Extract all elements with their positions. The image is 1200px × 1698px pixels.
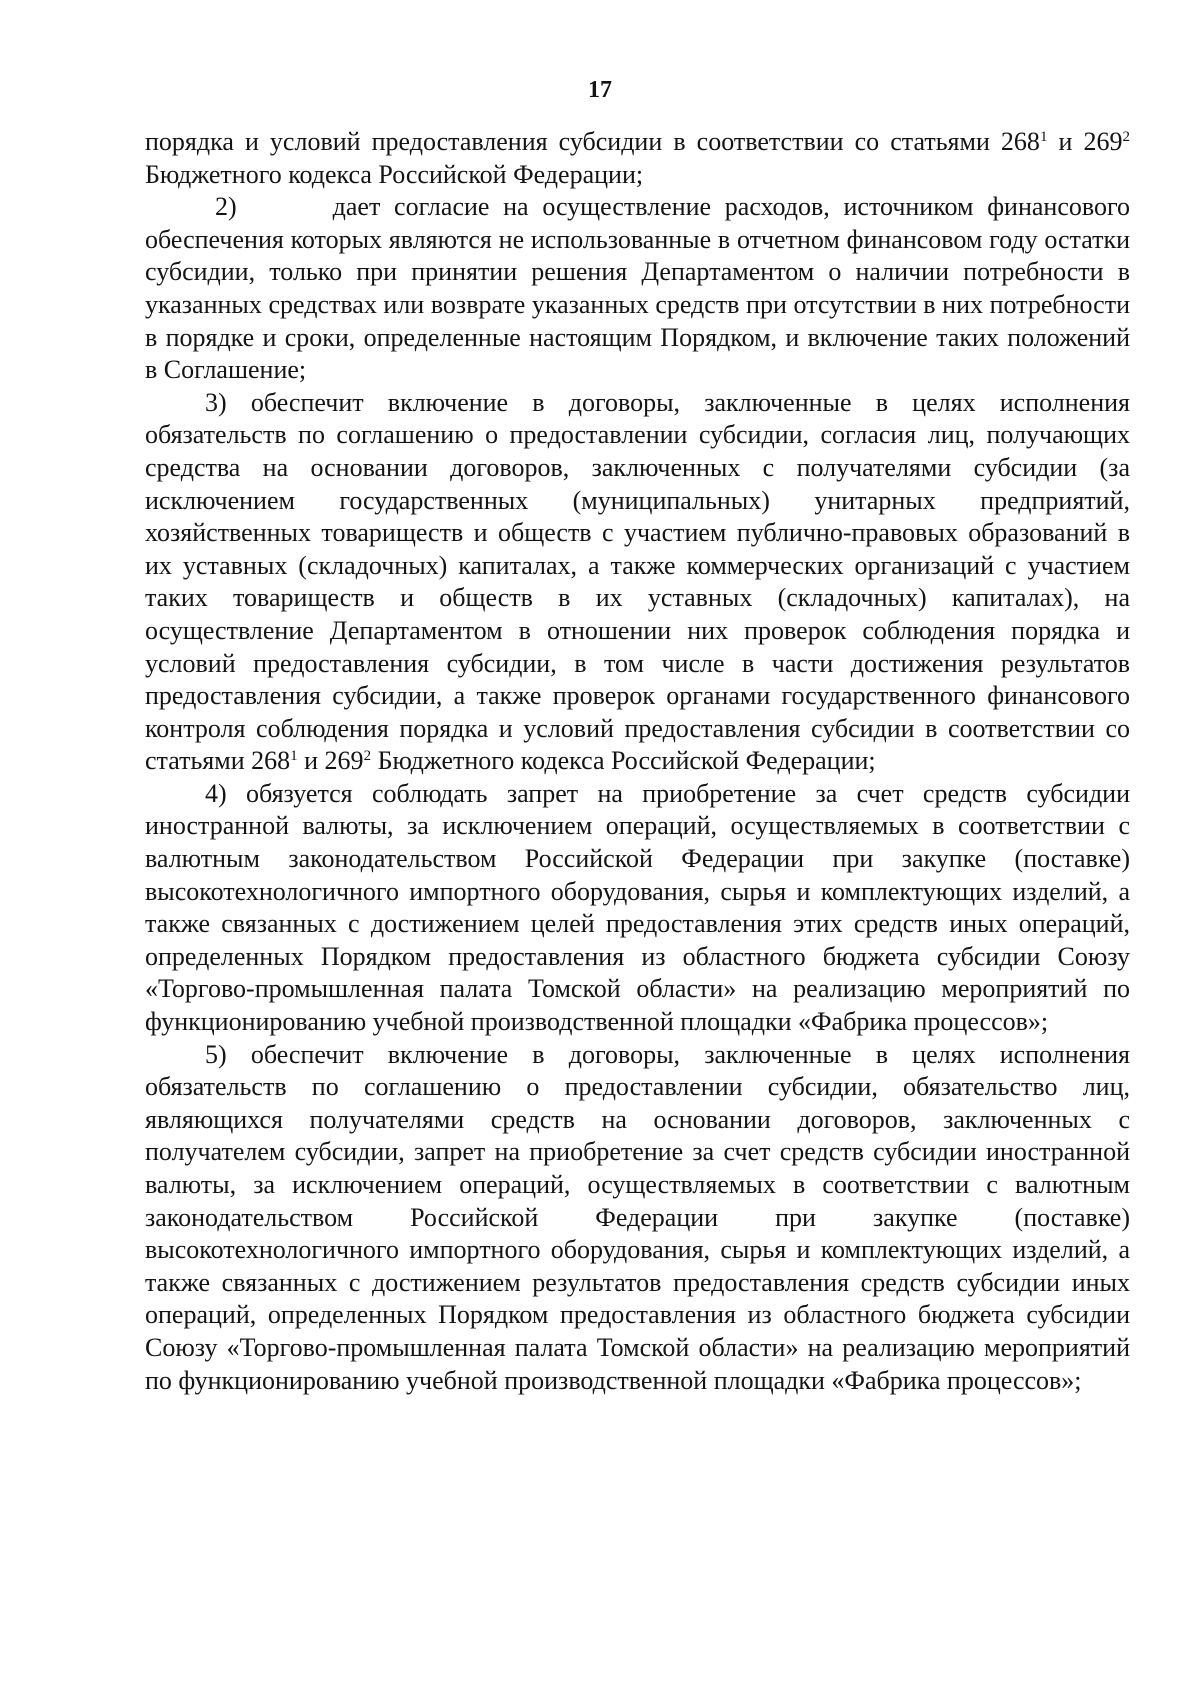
- paragraph-text: Бюджетного кодекса Российской Федерации;: [371, 746, 876, 776]
- paragraph-item-5: 5) обеспечит включение в договоры, заключенные в целях исполнения обязательств по соглашению о предоставлении субсидии, обязательство лиц, являющихся получателями средств на основании договоров, заключенных с получателем субсидии, запрет на приобретение за счет средств субсидии иностранной валюты, за исключением операций, осуществляемых в соответствии с валютным законодательством Российской Федерации при закупке (поставке) высокотехнологичного импортного оборудования, сырья и комплектующих изделий, а также связанных с достижением результатов предоставления средств субсидии иных операций, определенных Порядком предоставления из областного бюджета субсидии Союзу «Торгово-промышленная палата Томской области» на реализацию мероприятий по функционированию учебной производственной площадки «Фабрика процессов»;: [145, 1039, 1130, 1395]
- paragraph-continuation: [145, 126, 1130, 191]
- superscript: 1: [290, 748, 298, 765]
- superscript: 1: [1039, 129, 1048, 145]
- page-number: 17: [588, 77, 612, 103]
- paragraph-item-4: 4) обязуется соблюдать запрет на приобретение за счет средств субсидии иностранной валюты, за исключением операций, осуществляемых в соответствии с валютным законодательством Российской Федерации при закупке (поставке) высокотехнологичного импортного оборудования, сырья и комплектующих изделий, а также связанных с достижением целей предоставления этих средств иных операций, определенных Порядком предоставления из областного бюджета субсидии Союзу «Торгово-промышленная палата Томской области» на реализацию мероприятий по функционированию учебной производственной площадки «Фабрика процессов»;: [145, 778, 1130, 1037]
- superscript: 2: [1122, 129, 1130, 145]
- superscript: 2: [363, 748, 372, 765]
- paragraph-text: 3) обеспечит включение в договоры, заключенные в целях исполнения обязательств по соглашению о предоставлении субсидии, согласия лиц, получающих средства на основании договоров, заключенных с получателями субсидии (за исключением государственных (муниципальных) унитарных предприятий, хозяйственных товариществ и обществ с участием публично-правовых образований в их уставных (складочных) капиталах, а также коммерческих организаций с участием таких товариществ и обществ в их уставных (складочных) капиталах), на осуществление Департаментом в отношении них проверок соблюдения порядка и условий предоставления субсидии, в том числе в части достижения результатов предоставления субсидии, а также проверок органами государственного финансового контроля соблюдения порядка и условий предоставления субсидии в соответствии со статьями 268: [145, 387, 1130, 776]
- paragraph-item-3: [145, 387, 1130, 778]
- paragraph-text: Бюджетного кодекса Российской Федерации;: [145, 159, 644, 189]
- paragraph-item-2: 2) дает согласие на осуществление расходов, источником финансового обеспечения которых являются не использованные в отчетном финансовом году остатки субсидии, только при принятии решения Департаментом о наличии потребности в указанных средствах или возврате указанных средств при отсутствии в них потребности в порядке и сроки, определенные настоящим Порядком, и включение таких положений в Соглашение;: [145, 192, 1130, 385]
- paragraph-text: и 269: [297, 746, 364, 776]
- paragraph-text: порядка и условий предоставления субсидии в соответствии со статьями 268: [145, 127, 1040, 156]
- paragraph-text: и 269: [1047, 127, 1123, 156]
- document-body: [145, 126, 1130, 1397]
